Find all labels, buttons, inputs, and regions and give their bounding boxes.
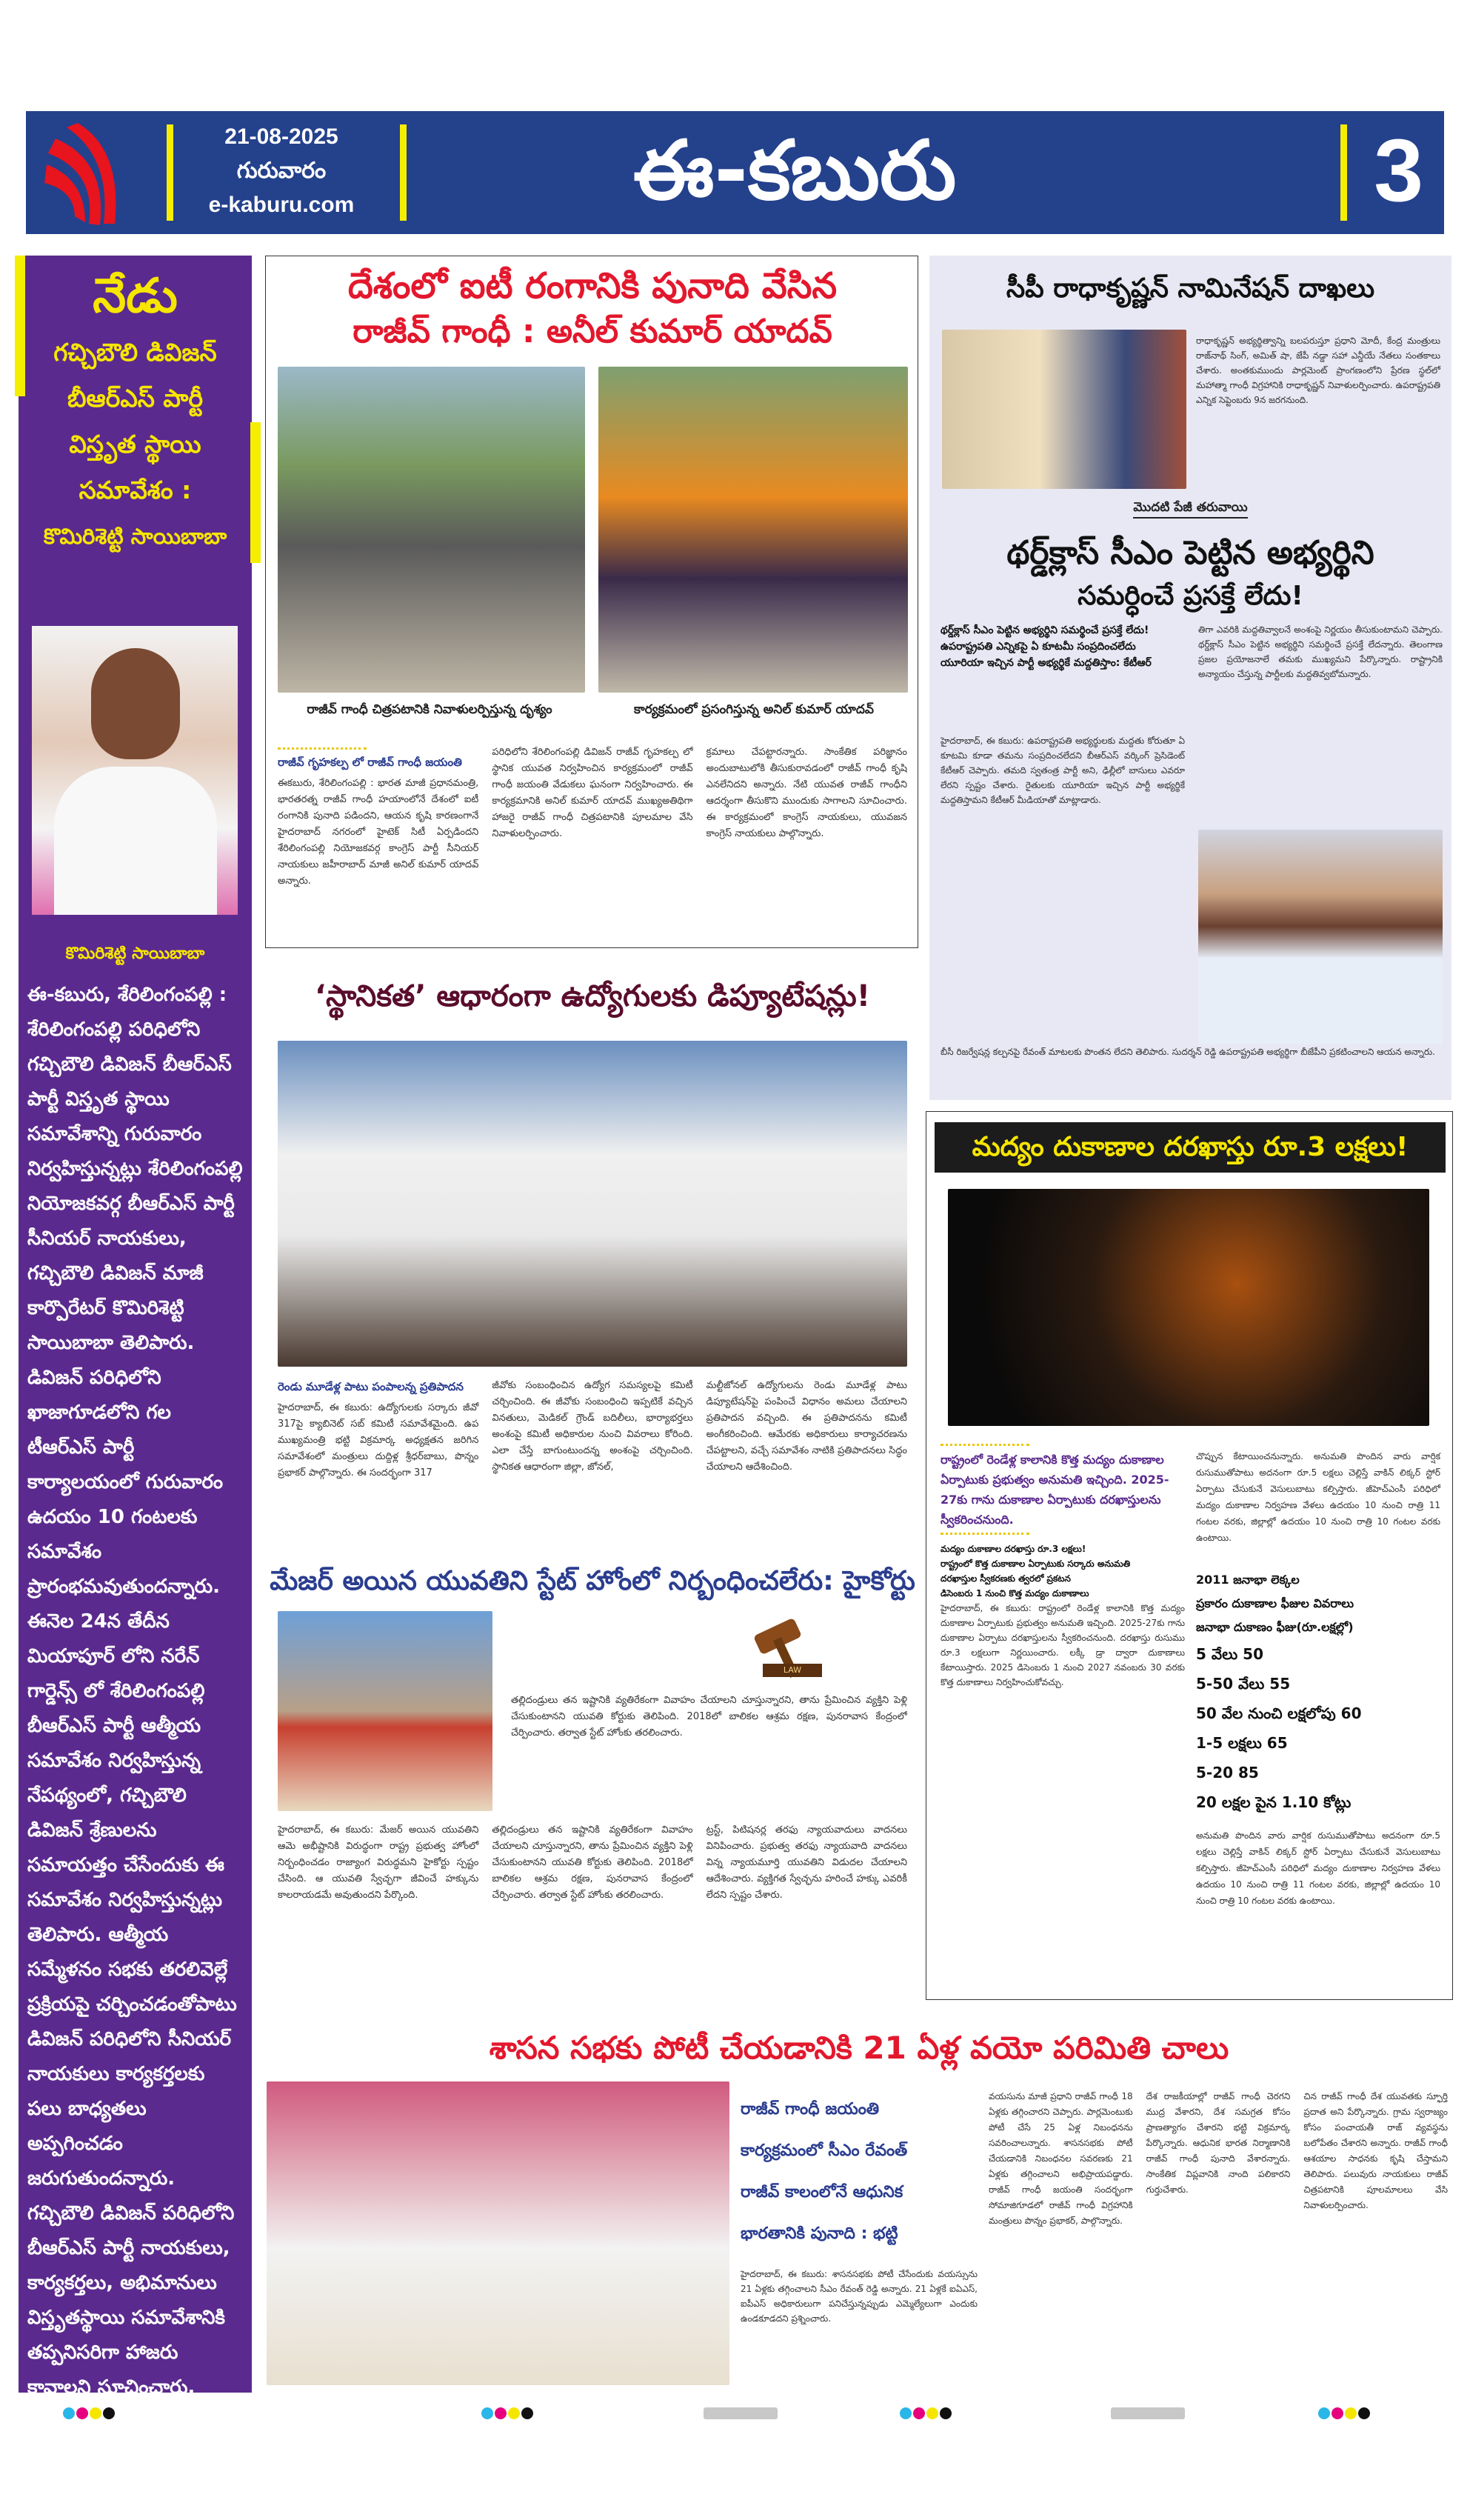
- story-body: తిగా ఎవరికి మద్దతివ్వాలనే అంశంపై నిర్ణయం తీసుకుంటామని చెప్పారు. థర్డ్‌క్లాస్ సీఎం పెట్టిన అభ్యర్థిని సమర్థించే ప్రసక్తే లేదన్నారు. తెలంగాణ ప్రజల ప్రయోజనాలే తమకు ముఖ్యమని పేర్కొన్నారు. రాష్ట్రానికి అన్యాయం చేస్తున్న పార్టీలకు మద్దతివ్వబోమన్నారు.: [1198, 624, 1443, 679]
- story-headline: మేజర్ అయిన యువతిని స్టేట్ హోంలో నిర్బంధించలేరు: హైకోర్టు: [270, 1566, 915, 1596]
- highlight-text: రాష్ట్రంలో రెండేళ్ల కాలానికి కొత్త మద్యం దుకాణాల ఏర్పాటుకు ప్రభుత్వం అనుమతి ఇచ్చింది. 2025-27కు గాను దుకాణాల ఏర్పాటుకు దరఖాస్తులను స్వీకరించనుంది.: [941, 1453, 1169, 1527]
- fee-row: 5 వేలు 50: [1196, 1645, 1263, 1663]
- sidebar-body: ఈ-కబురు, శేరిలింగంపల్లి : శేరిలింగంపల్లి పరిధిలోని గచ్చిబౌలి డివిజన్ బీఆర్ఎస్ పార్టీ విస్తృత స్థాయి సమావేశాన్ని గురువారం నిర్వహిస్తున్నట్లు శేరిలింగంపల్లి నియోజకవర్గ బీఆర్ఎస్ పార్టీ సీనియర్ నాయకులు, గచ్చిబౌలి డివిజన్ మాజీ కార్పొరేటర్ కొమిరిశెట్టి సాయిబాబా తెలిపారు. డివిజన్ పరిధిలోని ఖాజాగూడలోని గల టీఆర్ఎస్ పార్టీ కార్యాలయంలో గురువారం ఉదయం 10 గంటలకు సమావేశం ప్రారంభమవుతుందన్నారు. ఈనెల 24న తేదీన మియాపూర్ లోని నరేన్ గార్డెన్స్ లో శేరిలింగంపల్లి బీఆర్ఎస్ పార్టీ ఆత్మీయ సమావేశం నిర్వహిస్తున్న నేపథ్యంలో, గచ్చిబౌలి డివిజన్ శ్రేణులను సమాయత్తం చేసేందుకు ఈ సమావేశం నిర్వహిస్తున్నట్లు తెలిపారు. ఆత్మీయ సమ్మేళనం సభకు తరలివెల్లే ప్రక్రియపై చర్చించడంతోపాటు డివిజన్ పరిధిలోని సీనియర్ నాయకులు కార్యకర్తలకు పలు బాధ్యతలు అప్పగించడం జరుగుతుందన్నారు. గచ్చిబౌలి డివిజన్ పరిధిలోని బీఆర్ఎస్ పార్టీ నాయకులు, కార్యకర్తలు, అభిమానులు విస్తృతస్థాయి సమావేశానికి తప్పనిసరిగా హాజరు కావాలని సూచించారు.: [27, 984, 243, 2399]
- fee-row: 50 వేల నుంచి లక్షలోపు 60: [1196, 1704, 1362, 1722]
- story-body: వయసును మాజీ ప్రధాని రాజీవ్ గాంధీ 18 ఏళ్లకు తగ్గించారని చెప్పారు. పార్లమెంటుకు పోటీ చేసే 25 ఏళ్ల నిబంధనను సవరించాలన్నారు. శాసనసభకు పోటీ చేయడానికి నిబంధనల సవరణకు 21 ఏళ్లకు తగ్గించాలని అభిప్రాయపడ్డారు. రాజీవ్ గాంధీ జయంతి సందర్భంగా సోమాజిగూడలో రాజీవ్ గాంధీ విగ్రహానికి మంత్రులు పొన్నం ప్రభాకర్, పాల్గొన్నారు. దేశ రాజకీయాల్లో రాజీవ్ గాంధీ చెరగని ముద్ర వేశారని, దేశ సమగ్రత కోసం ప్రాణత్యాగం చేశారని భట్టి విక్రమార్క పేర్కొన్నారు. ఆధునిక భారత నిర్మాణానికి రాజీవ్ గాంధీ పునాది వేశారన్నారు. సాంకేతిక విప్లవానికి నాంది పలికారని గుర్తుచేశారు. చిన రాజీవ్ గాంధీ దేశ యువతకు స్ఫూర్తి ప్రదాత అని పేర్కొన్నారు. గ్రామ స్వరాజ్యం కోసం పంచాయతీ రాజ్ వ్యవస్థను బలోపేతం చేశారని అన్నారు. రాజీవ్ గాంధీ ఆశయాల సాధనకు కృషి చేస్తామని తెలిపారు. పలువురు నాయకులు రాజీవ్ చిత్రపటానికి పూలమాలలు వేసి నివాళులర్పించారు.: [989, 2091, 1448, 2226]
- story-body: హైదరాబాద్, ఈ కబురు: రాష్ట్రంలో రెండేళ్ల కాలానికి కొత్త మద్యం దుకాణాల ఏర్పాటుకు ప్రభుత్వం అనుమతి ఇచ్చింది. 2025-27కు గాను దుకాణాల ఏర్పాటు దరఖాస్తులను స్వీకరించనుంది. దరఖాస్తు రుసుము రూ.3 లక్షలుగా నిర్ణయించారు. లక్కీ డ్రా ద్వారా దుకాణాలు కేటాయిస్తారు. 2025 డిసెంబరు 1 నుంచి 2027 నవంబరు 30 వరకు కొత్త దుకాణాలు నిర్వహించుకోవచ్చు.: [941, 1603, 1185, 1687]
- liquor-right-column: చొప్పున కేటాయించనున్నారు. అనుమతి పొందిన వారు వార్షిక రుసుముతోపాటు అదనంగా రూ.5 లక్షలు చెల్లిస్తే వాకిన్ లిక్కర్ స్టోర్ ఏర్పాటు చేసుకునే వెసులుబాటు కల్పిస్తారు. జీహెచ్ఎంసీ పరిధిలో మద్యం దుకాణాల నిర్వహణ వేళలు ఉదయం 10 నుంచి రాత్రి 11 గంటల వరకు, జిల్లాల్లో ఉదయం 10 నుంచి రాత్రి 10 గంటల వరకు ఉంటాయి. 2011 జనాభా లెక్కల ప్రకారం దుకాణాల ఫీజుల వివరాలు జనాభా దుకాణం ఫీజు(రూ.లక్షల్లో) 5 వేలు 50 5-50 వేలు 55 50 వేల నుంచి లక్షలోపు 60 1-5 లక్షలు 65 5-20 85 20 లక్షల పైన 1.10 కోట్లు అనుమతి పొందిన వారు వార్షిక రుసుముతోపాటు అదనంగా రూ.5 లక్షలు చెల్లిస్తే వాకిన్ లిక్కర్ స్టోర్ ఏర్పాటు చేసుకునే వెసులుబాటు కల్పిస్తారు. జీహెచ్ఎంసీ పరిధిలో మద్యం దుకాణాల నిర్వహణ వేళలు ఉదయం 10 నుంచి రాత్రి 11 గంటల వరకు, జిల్లాల్లో ఉదయం 10 నుంచి రాత్రి 10 గంటల వరకు ఉంటాయి.: [1196, 1451, 1440, 1906]
- photo-ktr: [1198, 830, 1443, 1044]
- story-headline: థర్డ్‌క్లాస్ సీఎం పెట్టిన అభ్యర్థిని సమర్ధించే ప్రసక్తే లేదు!: [1006, 534, 1374, 611]
- fee-row: 20 లక్షల పైన 1.10 కోట్లు: [1196, 1793, 1352, 1811]
- grey-bar: [704, 2407, 778, 2419]
- divider: [400, 124, 407, 221]
- masthead: [26, 111, 1444, 234]
- grey-bar: [1111, 2407, 1185, 2419]
- story-subhead: రాజీవ్ గాంధీ జయంతి కార్యక్రమంలో సీఎం రేవంత్ రాజీవ్ కాలంలోనే ఆధునిక భారతానికి పునాది : భట్టి: [741, 2100, 908, 2243]
- fee-row: 1-5 లక్షలు 65: [1196, 1734, 1288, 1752]
- story-body: హైదరాబాద్, ఈ కబురు: శాసనసభకు పోటీ చేసేందుకు వయస్సును 21 ఏళ్లకు తగ్గించాలని సీఎం రేవంత్ రెడ్డి అన్నారు. 21 ఏళ్లకే ఐఏఎస్, ఐపీఎస్ అధికారులుగా పనిచేస్తున్నప్పుడు ఎమ్మెల్యేలుగా ఎందుకు ఉండకూడదని ప్రశ్నించారు.: [741, 2269, 978, 2324]
- accent-bar: [250, 422, 261, 563]
- story-headline: దేశంలో ఐటీ రంగానికి పునాది వేసిన రాజీవ్ గాంధీ : అనీల్ కుమార్ యాదవ్: [347, 265, 838, 350]
- issue-date: 21-08-2025: [224, 124, 338, 149]
- photo-liquor: [948, 1189, 1429, 1426]
- story-headline: మద్యం దుకాణాల దరఖాస్తు రూ.3 లక్షలు!: [935, 1122, 1446, 1173]
- page-number: 3: [1374, 121, 1423, 220]
- story-body: హైదరాబాద్, ఈ కబురు: మేజర్ అయిన యువతిని ఆమె అభీష్టానికి విరుద్ధంగా రాష్ట్ర ప్రభుత్వ హోంలో నిర్బంధించడం రాజ్యాంగ విరుద్ధమని హైకోర్టు స్పష్టం చేసింది. ఆ యువతి స్వేచ్ఛగా జీవించే హక్కును కాలరాయడమే అవుతుందని పేర్కొంది. తల్లిదండ్రులు తన ఇష్టానికి వ్యతిరేకంగా వివాహం చేయాలని చూస్తున్నారని, తాను ప్రేమించిన వ్యక్తిని పెళ్లి చేసుకుంటానని యువతి కోర్టుకు తెలిపింది. 2018లో బాలికల ఆశ్రమ రక్షణ, పునరావాస కేంద్రంలో చేర్పించారు. తర్వాత స్టేట్ హోంకు తరలించారు. ట్రస్ట్, పిటిషనర్ల తరఫు న్యాయవాదులు వాదనలు వినిపించారు. ప్రభుత్వ తరఫు న్యాయవాది వాదనలు విన్న న్యాయమూర్తి యువతిని విడుదల చేయాలని ఆదేశించారు. వ్యక్తిగత స్వేచ్ఛను హరించే హక్కు ఎవరికీ లేదని స్పష్టం చేశారు.: [278, 1824, 907, 1901]
- story-subheads: థర్డ్‌క్లాస్ సీఎం పెట్టిన అభ్యర్థిని సమర్థించే ప్రసక్తే లేదు! ఉపరాష్ట్రపతి ఎన్నికపై ఏ కూటమీ సంప్రదించలేదు యూరియా ఇచ్చిన పార్టీ అభ్యర్థికే మద్దతిస్తాం: కేటీఆర్: [941, 624, 1152, 669]
- liquor-left-column: రాష్ట్రంలో రెండేళ్ల కాలానికి కొత్త మద్యం దుకాణాల ఏర్పాటుకు ప్రభుత్వం అనుమతి ఇచ్చింది. 2025-27కు గాను దుకాణాల ఏర్పాటుకు దరఖాస్తులను స్వీకరించనుంది. మద్యం దుకాణాల దరఖాస్తు రూ.3 లక్షలు! రాష్ట్రంలో కొత్త దుకాణాల ఏర్పాటుకు సర్కారు అనుమతి దరఖాస్తుల స్వీకరణకు త్వరలో ప్రకటన డిసెంబరు 1 నుంచి కొత్త మద్యం దుకాణాలు హైదరాబాద్, ఈ కబురు: రాష్ట్రంలో రెండేళ్ల కాలానికి కొత్త మద్యం దుకాణాల ఏర్పాటుకు ప్రభుత్వం అనుమతి ఇచ్చింది. 2025-27కు గాను దుకాణాల ఏర్పాటు దరఖాస్తులను స్వీకరించనుంది. దరఖాస్తు రుసుము రూ.3 లక్షలుగా నిర్ణయించారు. లక్కీ డ్రా ద్వారా దుకాణాలు కేటాయిస్తారు. 2025 డిసెంబరు 1 నుంచి 2027 నవంబరు 30 వరకు కొత్త దుకాణాలు నిర్వహించుకోవచ్చు.: [941, 1441, 1185, 1845]
- fee-row: 5-50 వేలు 55: [1196, 1675, 1291, 1693]
- story-body: రాజీవ్ గృహకల్ప లో రాజీవ్ గాంధీ జయంతి ఈకబురు, శేరిలింగంపల్లి : భారత మాజీ ప్రధానమంత్రి, భారతరత్న రాజీవ్ గాంధీ హయాంలోనే దేశంలో ఐటీ రంగానికి పునాది పడిందని, ఆయన కృషి కారణంగానే హైదరాబాద్ నగరంలో హైటెక్ సిటీ ఏర్పడిందని శేరిలింగంపల్లి నియోజకవర్గ కాంగ్రెస్ పార్టీ సీనియర్ నాయకులు జహీరాబాద్ మాజీ అనిల్ కుమార్ యాదవ్ అన్నారు. పరిధిలోని శేరిలింగంపల్లి డివిజన్ రాజీవ్ గృహకల్ప లో స్థానిక యువత నిర్వహించిన కార్యక్రమంలో రాజీవ్ గాంధీ జయంతి వేడుకలు ఘనంగా నిర్వహించారు. ఈ కార్యక్రమానికి అనిల్ కుమార్ యాదవ్ ముఖ్యఅతిథిగా హాజరై రాజీవ్ గాంధీ చిత్రపటానికి పూలమాల వేసి నివాళులర్పించారు. క్రమాలు చేపట్టారన్నారు. సాంకేతిక పరిజ్ఞానం అందుబాటులోకి తీసుకురావడంలో రాజీవ్ గాంధీ కృషి ఎనలేనిదని అన్నారు. నేటి యువత రాజీవ్ గాంధీని ఆదర్శంగా తీసుకొని ముందుకు సాగాలని సూచించారు. ఈ కార్యక్రమంలో కాంగ్రెస్ నాయకులు, యువజన కాంగ్రెస్ నాయకులు పాల్గొన్నారు.: [278, 747, 907, 887]
- website-link[interactable]: e-kaburu.com: [208, 193, 355, 217]
- story-body: రెండు మూడేళ్ల పాటు పంపాలన్న ప్రతిపాదన హైదరాబాద్, ఈ కబురు: ఉద్యోగులకు సర్కారు జీవో 317పై క్యాబినెట్ సబ్ కమిటీ సమావేశమైంది. ఉప ముఖ్యమంత్రి భట్టి విక్రమార్క అధ్యక్షతన జరిగిన సమావేశంలో మంత్రులు దుద్దిళ్ల శ్రీధర్‌బాబు, పొన్నం ప్రభాకర్ పాల్గొన్నారు. ఈ సందర్భంగా 317 జీవోకు సంబంధించిన ఉద్యోగ సమస్యలపై కమిటీ చర్చించింది. ఈ జీవోకు సంబంధించి ఇప్పటికే వచ్చిన వినతులు, మెడికల్ గ్రౌండ్ బదిలీలు, భార్యాభర్తలు అంశంపై కమిటీ అధికారుల నుంచి వివరాలు కోరింది. ఎలా చేస్తే బాగుంటుందన్న అంశంపై చర్చించింది. స్థానికత ఆధారంగా జిల్లా, జోనల్, మల్టీజోనల్ ఉద్యోగులను రెండు మూడేళ్ల పాటు డిప్యూటేషన్‌పై పంపించే విధానం అమలు చేయాలని ప్రతిపాదన వచ్చింది. ఈ ప్రతిపాదనను కమిటీ అంగీకరించింది. ఆమేరకు అధికారులు కార్యాచరణను చేపట్టాలని, వచ్చే సమావేశం నాటికి ప్రతిపాదనలు సిద్ధం చేయాలని ఆదేశించింది.: [278, 1380, 907, 1479]
- color-registration-mark: [1318, 2407, 1370, 2421]
- fee-table-title: 2011 జనాభా లెక్కల ప్రకారం దుకాణాల ఫీజుల వివరాలు జనాభా దుకాణం ఫీజు(రూ.లక్షల్లో): [1196, 1573, 1354, 1634]
- photo-nomination: [942, 330, 1186, 489]
- newspaper-title: ఈ-కబురు: [633, 123, 957, 218]
- date-block: [174, 120, 389, 222]
- photo-highcourt-building: [278, 1611, 492, 1811]
- fee-list: [1196, 1639, 1440, 1817]
- story-headline: శాసన సభకు పోటీ చేయడానికి 21 ఏళ్ల వయో పరిమితి చాలు: [489, 2030, 1229, 2066]
- divider: [1340, 124, 1347, 221]
- photo-meeting: [278, 1041, 907, 1367]
- photo-caption: కొమిరిశెట్టి సాయిబాబా: [65, 944, 205, 963]
- photo-caption: కార్యక్రమంలో ప్రసంగిస్తున్న అనిల్ కుమార్ యాదవ్: [634, 702, 874, 717]
- story-body: రాధాకృష్ణన్ అభ్యర్థిత్వాన్ని బలపరుస్తూ ప్రధాని మోదీ, కేంద్ర మంత్రులు రాజ్‌నాథ్ సింగ్, అమిత్ షా, జేపీ నడ్డా సహా ఎన్డీయే నేతలు సంతకాలు చేశారు. అంతకుముందు పార్లమెంట్ ప్రాంగణంలోని ప్రేరణ స్థల్‌లో మహాత్మా గాంధీ విగ్రహానికి రాధాకృష్ణన్ నివాళులర్పించారు. ఉపరాష్ట్రపతి ఎన్నిక సెప్టెంబరు 9న జరగనుంది.: [1196, 336, 1440, 405]
- story-body-top: తల్లిదండ్రులు తన ఇష్టానికి వ్యతిరేకంగా వివాహం చేయాలని చూస్తున్నారని, తాను ప్రేమించిన వ్యక్తిని పెళ్లి చేసుకుంటానని యువతి కోర్టుకు తెలిపింది. 2018లో బాలికల ఆశ్రమ రక్షణ, పునరావాస కేంద్రంలో చేర్పించారు. తర్వాత స్టేట్ హోంకు తరలించారు.: [511, 1695, 907, 1739]
- story-headline: సీపీ రాధాకృష్ణన్ నామినేషన్ దాఖలు: [1006, 273, 1375, 304]
- story-tail: బీసీ రిజర్వేషన్ల కల్పనపై రేవంత్ మాటలకు పొంతన లేదని తెలిపారు. సుదర్శన్ రెడ్డి ఉపరాష్ట్రపతి అభ్యర్థిగా బీజేపీని ప్రకటించాలని ఆయన అన్నారు.: [941, 1047, 1435, 1057]
- photo-speech: [598, 367, 908, 693]
- sidebar-headline: గచ్చిబౌలి డివిజన్ బీఆర్ఎస్ పార్టీ విస్తృత స్థాయి సమావేశం : కొమిరిశెట్టి సాయిబాబా: [43, 338, 227, 549]
- story-body: హైదరాబాద్, ఈ కబురు: ఉపరాష్ట్రపతి అభ్యర్థులకు మద్దతు కోరుతూ ఏ కూటమి కూడా తమను సంప్రదించలేదని బీఆర్ఎస్ వర్కింగ్ ప్రెసిడెంట్ కేటీఆర్ చెప్పారు. తమది స్వతంత్ర పార్టీ అని, ఢిల్లీలో బాసులు ఎవరూ లేరని స్పష్టం చేశారు. రైతులకు యూరియా ఇచ్చిన పార్టీ అభ్యర్థికే మద్దతిస్తామని కేటీఆర్ మీడియాతో మాట్లాడారు.: [941, 736, 1185, 805]
- divider: [167, 124, 173, 221]
- sidebar-story: [19, 256, 252, 2399]
- photo-revanth-tribute: [267, 2081, 729, 2385]
- sidebar-kicker: నేడు: [93, 269, 178, 324]
- logo-icon: [33, 120, 144, 227]
- color-registration-mark: [900, 2407, 952, 2421]
- accent-bar: [15, 256, 25, 396]
- kicker: మొదటి పేజీ తరువాయి: [929, 500, 1451, 518]
- portrait-photo: [32, 626, 238, 915]
- story-headline: ‘స్థానికత’ ఆధారంగా ఉద్యోగులకు డిప్యూటేషన్లు!: [314, 979, 870, 1013]
- color-registration-mark: [481, 2407, 533, 2421]
- fee-row: 5-20 85: [1196, 1764, 1259, 1781]
- gavel-icon: LAW: [748, 1615, 829, 1681]
- issue-day: గురువారం: [236, 159, 327, 183]
- photo-caption: రాజీవ్ గాంధీ చిత్రపటానికి నివాళులర్పిస్తున్న దృశ్యం: [307, 702, 552, 717]
- photo-tribute: [278, 367, 585, 693]
- color-registration-mark: [63, 2407, 115, 2421]
